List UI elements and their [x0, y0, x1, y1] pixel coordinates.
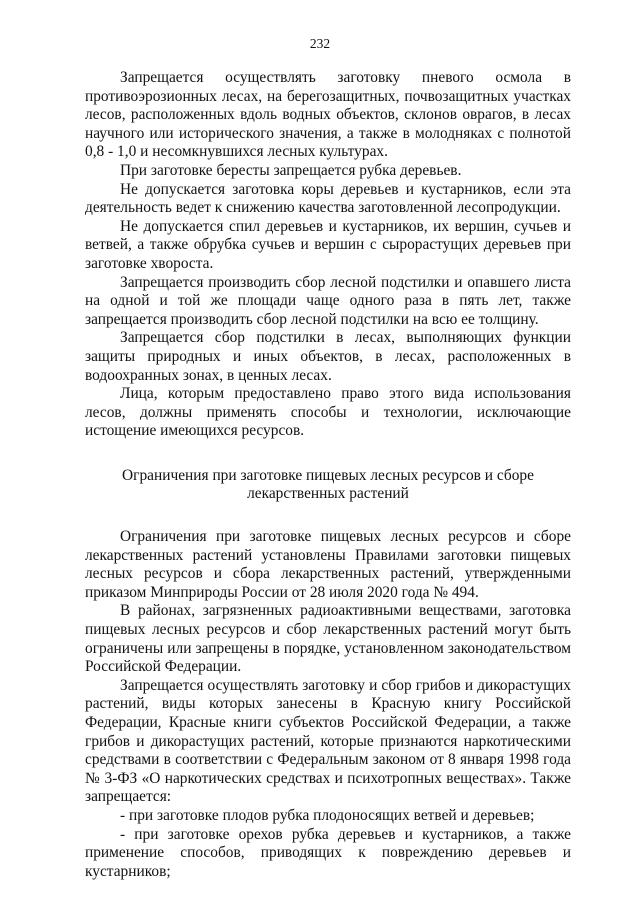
paragraph: Не допускается заготовка коры деревьев и кустарников, если эта деятельность ведет к снижению качества заготовленной лесопродукции. — [85, 180, 571, 217]
paragraph: Не допускается спил деревьев и кустарников, их вершин, сучьев и ветвей, а также обрубка сучьев и вершин с сырорастущих деревьев при заготовке хвороста. — [85, 217, 571, 272]
paragraph: Запрещается осуществлять заготовку пневого осмола в противоэрозионных лесах, на берегозащитных, почвозащитных участках лесов, расположенных вдоль водных объектов, склонов оврагов, в лесах научного или исторического значения, а также в молодняках с полнотой 0,8 - 1,0 и несомкнувшихся лесных культурах. — [85, 69, 571, 161]
list-item: - при заготовке плодов рубка плодоносящих ветвей и деревьев; — [120, 806, 535, 824]
document-body — [85, 69, 571, 881]
paragraph: Запрещается производить сбор лесной подстилки и опавшего листа на одной и той же площади чаще одного раза в пять лет, также запрещается производить сбор лесной подстилки на всю ее толщину. — [85, 273, 571, 328]
page-number: 232 — [309, 36, 331, 51]
paragraph: Запрещается осуществлять заготовку и сбор грибов и дикорастущих растений, виды которых занесены в Красную книгу Российской Федерации, Красные книги субъектов Российской Федерации, а также грибов и дикорастущих растений, которые признаются наркотическими средствами в соответствии с Федеральным законом от 8 января 1998 года № 3-ФЗ «О наркотических средствах и психотропных веществах». Также запрещается: — [85, 676, 571, 806]
paragraph: Ограничения при заготовке пищевых лесных ресурсов и сборе лекарственных растений установлены Правилами заготовки пищевых лесных ресурсов и сбора лекарственных растений, утвержденными приказом Минприроды России от 28 июля 2020 года № 494. — [85, 528, 571, 601]
paragraph: В районах, загрязненных радиоактивными веществами, заготовка пищевых лесных ресурсов и сбор лекарственных растений могут быть ограничены или запрещены в порядке, установленном законодательством Российской Федерации. — [85, 602, 571, 676]
paragraph: Лица, которым предоставлено право этого вида использования лесов, должны применять способы и технологии, исключающие истощение имеющихся ресурсов. — [85, 385, 571, 440]
list-item: - при заготовке орехов рубка деревьев и кустарников, а также применение способов, приводящих к повреждению деревьев и кустарников; — [85, 825, 571, 880]
paragraph: При заготовке бересты запрещается рубка деревьев. — [120, 161, 462, 179]
section-heading: Ограничения при заготовке пищевых лесных ресурсов и сборе лекарственных растений — [122, 466, 534, 503]
paragraph: Запрещается сбор подстилки в лесах, выполняющих функции защиты природных и иных объектов, в лесах, расположенных в водоохранных зонах, в ценных лесах. — [85, 329, 571, 384]
